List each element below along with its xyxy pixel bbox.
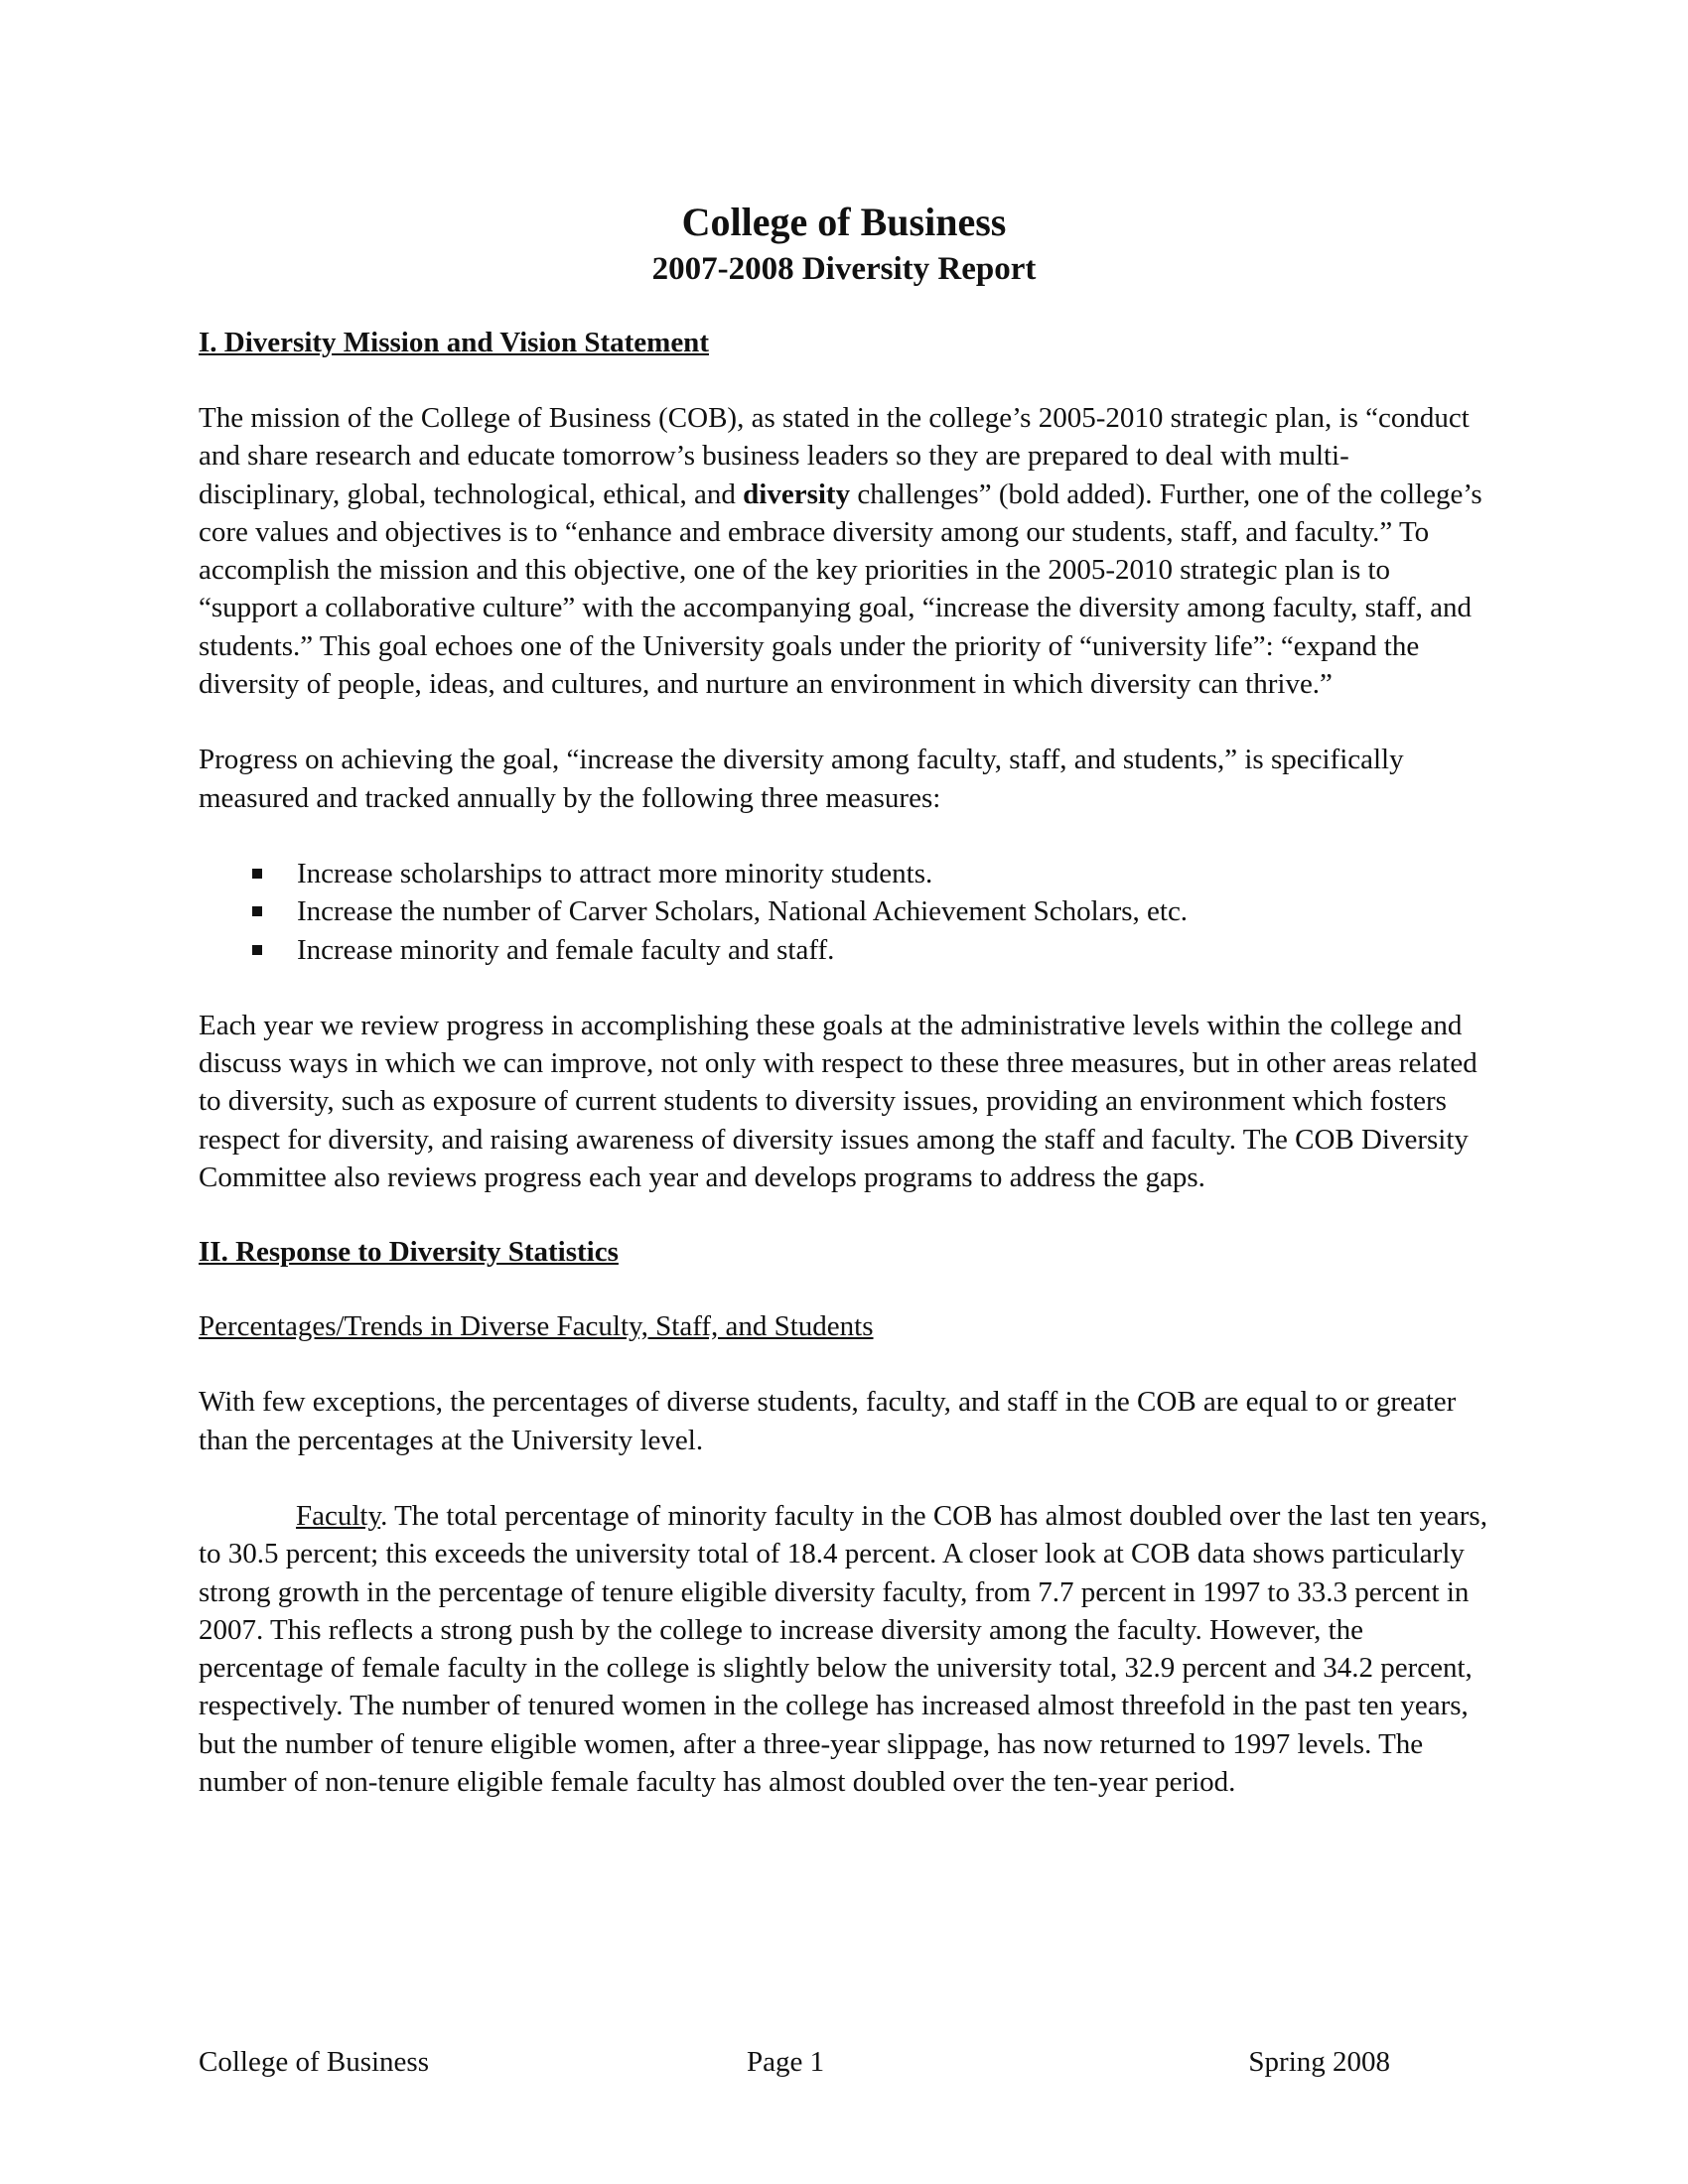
document-subtitle: 2007-2008 Diversity Report (651, 251, 1037, 287)
measure-text: Increase the number of Carver Scholars, National Achievement Scholars, etc. (297, 895, 1189, 928)
page-footer (199, 2043, 1390, 2083)
progress-paragraph: Progress on achieving the goal, “increase the diversity among faculty, staff, and students,” is specifically measured and tracked annually by the following three measures: (199, 744, 1404, 814)
trends-subheading: Percentages/Trends in Diverse Faculty, Staff, and Students (199, 1310, 874, 1343)
footer-term: Spring 2008 (1248, 2046, 1390, 2078)
measure-text: Increase minority and female faculty and staff. (297, 933, 835, 966)
measure-text: Increase scholarships to attract more minority students. (297, 857, 933, 889)
mission-text-part-2: challenges” (bold added). Further, one of the college’s core values and objectives is to “enhance and embrace diversity among our students, staff, and faculty.” To accomplish the mission and this objective, one of the key priorities in the 2005-2010 strategic plan is to “support a collaborative culture” with the accompanying goal, “increase the diversity among faculty, staff, and students.” This goal echoes one of the University goals under the priority of “university life”: “expand the diversity of people, ideas, and cultures, and nurture an environment in which diversity can thrive.” (199, 478, 1482, 701)
section-1-heading: I. Diversity Mission and Vision Statement (199, 327, 709, 358)
measures-list (199, 855, 1489, 969)
list-item (199, 855, 1489, 892)
exceptions-paragraph: With few exceptions, the percentages of diverse students, faculty, and staff in the COB are equal to or greater than the percentages at the University level. (199, 1386, 1457, 1456)
mission-text-part-1: The mission of the College of Business (COB), as stated in the college’s 2005-2010 strategic plan, is “conduct and share research and educate tomorrow’s business leaders so they are prepared to deal with multi-disciplinary, global, technological, ethical, and (199, 402, 1470, 510)
faculty-paragraph (199, 1497, 1489, 1801)
faculty-label: Faculty (296, 1499, 381, 1532)
document-title: College of Business (681, 200, 1007, 244)
faculty-text: . The total percentage of minority faculty in the COB has almost doubled over the last ten years, to 30.5 percent; this exceeds the university total of 18.4 percent. A closer look at COB data shows particularly strong growth in the percentage of tenure eligible diversity faculty, from 7.7 percent in 1997 to 33.3 percent in 2007. This reflects a strong push by the college to increase diversity among the faculty. However, the percentage of female faculty in the college is slightly below the university total, 32.9 percent and 34.2 percent, respectively. The number of tenured women in the college has increased almost threefold in the past ten years, but the number of tenure eligible women, after a three-year slippage, has now returned to 1997 levels. The number of non-tenure eligible female faculty has almost doubled over the ten-year period. (199, 1499, 1487, 1799)
footer-college-name: College of Business (199, 2046, 429, 2078)
mission-paragraph (199, 399, 1489, 703)
footer-page-number: Page 1 (747, 2046, 825, 2078)
square-bullet-icon (252, 869, 262, 879)
mission-bold-word: diversity (743, 478, 851, 510)
list-item (199, 931, 1489, 969)
list-item (199, 892, 1489, 930)
review-paragraph: Each year we review progress in accomplishing these goals at the administrative levels within the college and discuss ways in which we can improve, not only with respect to these three measures, but in other areas related to diversity, such as exposure of current students to diversity issues, providing an environment which fosters respect for diversity, and raising awareness of diversity issues among the staff and faculty. The COB Diversity Committee also reviews progress each year and develops programs to address the gaps. (199, 1009, 1477, 1194)
square-bullet-icon (252, 906, 262, 916)
section-2-heading: II. Response to Diversity Statistics (199, 1236, 619, 1269)
square-bullet-icon (252, 945, 262, 955)
page-content (199, 199, 1489, 1801)
